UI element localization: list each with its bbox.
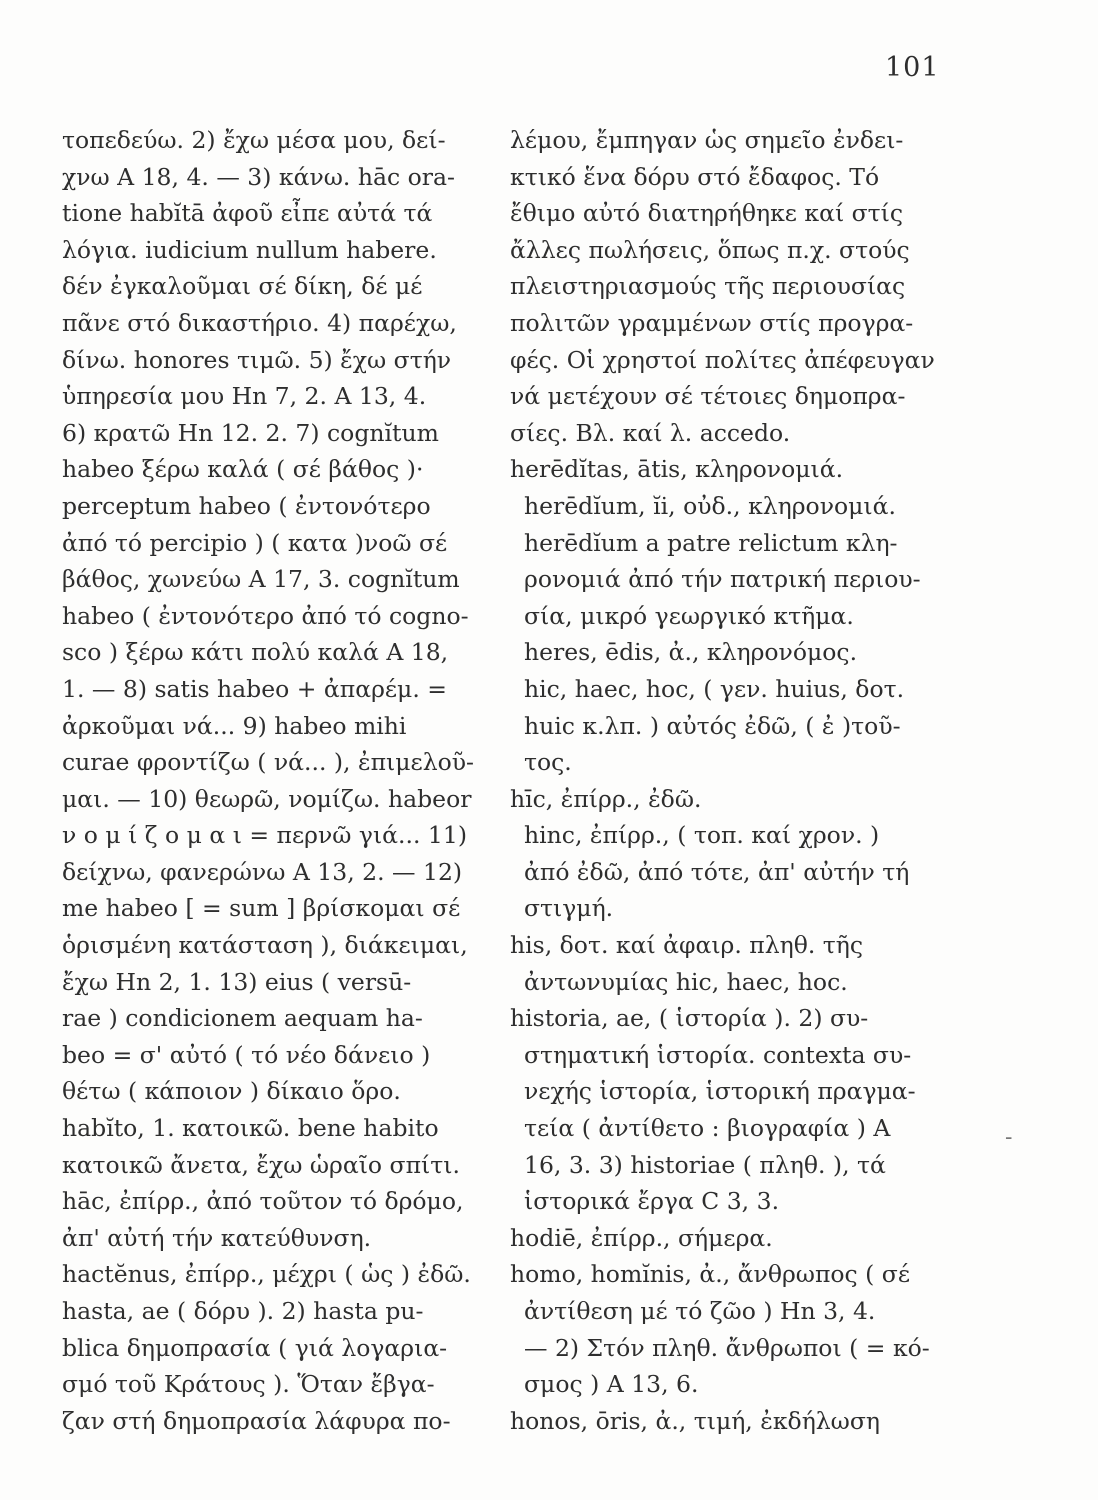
text-line: δέν ἐγκαλοῦμαι σέ δίκη, δέ μέ <box>62 272 423 301</box>
text-line: νεχής ἱστορία, ἱστορική πραγμα- <box>524 1077 916 1106</box>
margin-mark: - <box>1005 1125 1013 1150</box>
text-line: ἔθιμο αὐτό διατηρήθηκε καί στίς <box>510 199 904 228</box>
text-line: herēdĭum, ĭi, οὐδ., κληρονομιά. <box>524 491 896 520</box>
text-line: ὑπηρεσία μου Hn 7, 2. A 13, 4. <box>62 382 427 411</box>
text-line: σμό τοῦ Κράτους ). Ὅταν ἔβγα- <box>62 1370 435 1399</box>
text-line: blica δημοπρασία ( γιά λογαρια- <box>62 1333 448 1362</box>
text-line: κατοικῶ ἄνετα, ἔχω ὡραῖο σπίτι. <box>62 1150 460 1179</box>
text-line: δείχνω, φανερώνω A 13, 2. — 12) <box>62 857 463 886</box>
text-line: hāc, ἐπίρρ., ἀπό τοῦτον τό δρόμο, <box>62 1187 464 1216</box>
text-line: ζαν στή δημοπρασία λάφυρα πο- <box>62 1406 451 1435</box>
text-line: herēdĭum a patre relictum κλη- <box>524 528 898 557</box>
text-line: habeo ( ἐντονότερο ἀπό τό cogno- <box>62 601 469 630</box>
text-line: λόγια. iudicium nullum habere. <box>62 235 437 264</box>
text-line: τοπεδεύω. 2) ἔχω μέσα μου, δεί- <box>62 126 446 154</box>
text-line: sco ) ξέρω κάτι πολύ καλά A 18, <box>62 638 449 667</box>
text-line: heres, ēdis, ἀ., κληρονόμος. <box>524 638 858 667</box>
text-line: me habeo [ = sum ] βρίσκομαι σέ <box>62 894 461 923</box>
text-line: σίες. Βλ. καί λ. accedo. <box>510 418 791 447</box>
text-line: πλειστηριασμούς τῆς περιουσίας <box>510 272 906 301</box>
text-line: ὁρισμένη κατάσταση ), διάκειμαι, <box>62 931 468 960</box>
text-line: μαι. — 10) θεωρῶ, νομίζω. habeor <box>62 784 472 813</box>
text-line: στιγμή. <box>524 894 614 923</box>
text-line: νά μετέχουν σέ τέτοιες δημοπρα- <box>510 382 906 411</box>
text-line: herēdĭtas, ātis, κληρονομιά. <box>510 455 844 484</box>
text-line: 1. — 8) satis habeo + ἀπαρέμ. = <box>62 674 447 703</box>
text-line: honos, ōris, ἀ., τιμή, ἐκδήλωση <box>510 1406 880 1435</box>
text-line: κτικό ἕνα δόρυ στό ἔδαφος. Τό <box>510 162 880 191</box>
text-line: hic, haec, hoc, ( γεν. huius, δοτ. <box>524 674 905 703</box>
text-line: his, δοτ. καί ἀφαιρ. πληθ. τῆς <box>510 931 864 960</box>
text-line: — 2) Στόν πληθ. ἄνθρωποι ( = κό- <box>524 1333 930 1362</box>
text-line: ἀρκοῦμαι νά... 9) habeo mihi <box>62 711 407 740</box>
text-line: χνω A 18, 4. — 3) κάνω. hāc ora- <box>62 162 455 191</box>
text-line: rae ) condicionem aequam ha- <box>62 1004 423 1033</box>
text-line: θέτω ( κάποιον ) δίκαιο ὅρο. <box>62 1077 401 1106</box>
text-line: ἀντωνυμίας hic, haec, hoc. <box>524 967 848 996</box>
text-line: habeo ξέρω καλά ( σέ βάθος )· <box>62 455 424 484</box>
text-line: πᾶνε στό δικαστήριο. 4) παρέχω, <box>62 308 457 337</box>
text-line: beo = σ' αὐτό ( τό νέο δάνειο ) <box>62 1040 431 1069</box>
text-line: hactĕnus, ἐπίρρ., μέχρι ( ὡς ) ἐδῶ. <box>62 1260 471 1289</box>
text-line: homo, homĭnis, ἀ., ἄνθρωπος ( σέ <box>510 1260 911 1289</box>
text-line: ἀντίθεση μέ τό ζῶο ) Hn 3, 4. <box>524 1297 876 1325</box>
text-line: ἀπό τό percipio ) ( κατα )νοῶ σέ <box>62 528 448 557</box>
text-line: τος. <box>524 748 572 777</box>
text-line: σία, μικρό γεωργικό κτῆμα. <box>524 601 854 630</box>
text-line: ἀπό ἐδῶ, ἀπό τότε, ἀπ' αὐτήν τή <box>524 857 910 886</box>
text-line: ἄλλες πωλήσεις, ὅπως π.χ. στούς <box>510 235 910 264</box>
text-line: τεία ( ἀντίθετο : βιογραφία ) A <box>524 1114 891 1143</box>
right-column <box>510 122 960 1439</box>
text-line: δίνω. honores τιμῶ. 5) ἔχω στήν <box>62 345 452 374</box>
text-line: hasta, ae ( δόρυ ). 2) hasta pu- <box>62 1297 424 1325</box>
left-column <box>62 122 492 1439</box>
text-line: ἔχω Hn 2, 1. 13) eius ( versū- <box>62 967 412 996</box>
page-number: 101 <box>885 52 940 83</box>
text-line: ἀπ' αὐτή τήν κατεύθυνση. <box>62 1223 372 1252</box>
text-line: σμος ) A 13, 6. <box>524 1370 699 1399</box>
text-line: habĭto, 1. κατοικῶ. bene habito <box>62 1114 439 1143</box>
text-line: tione habĭtā ἀφοῦ εἶπε αὐτά τά <box>62 199 433 228</box>
text-line: φές. Οἱ χρηστοί πολίτες ἀπέφευγαν <box>510 345 935 374</box>
text-line: curae φροντίζω ( νά... ), ἐπιμελοῦ- <box>62 748 474 777</box>
text-line: πολιτῶν γραμμένων στίς προγρα- <box>510 308 914 337</box>
text-line: perceptum habeo ( ἐντονότερο <box>62 491 431 520</box>
text-line: huic κ.λπ. ) αὐτός ἐδῶ, ( ἐ )τοῦ- <box>524 711 901 740</box>
text-line: ἱστορικά ἔργα C 3, 3. <box>524 1187 780 1216</box>
text-line: στηματική ἱστορία. contexta συ- <box>524 1040 912 1069</box>
text-line: ρονομιά ἀπό τήν πατρική περιου- <box>524 565 921 594</box>
text-line: hīc, ἐπίρρ., ἐδῶ. <box>510 784 702 813</box>
text-line: historia, ae, ( ἱστορία ). 2) συ- <box>510 1004 869 1033</box>
text-line: λέμου, ἔμπηγαν ὡς σημεῖο ἐνδει- <box>510 126 904 154</box>
text-line: hodiē, ἐπίρρ., σήμερα. <box>510 1223 773 1252</box>
text-line: ν ο μ ί ζ ο μ α ι = περνῶ γιά... 11) <box>62 821 467 850</box>
text-line: βάθος, χωνεύω A 17, 3. cognĭtum <box>62 565 460 594</box>
text-line: 16, 3. 3) historiae ( πληθ. ), τά <box>524 1150 886 1179</box>
text-line: hinc, ἐπίρρ., ( τοπ. καί χρον. ) <box>524 821 880 850</box>
text-line: 6) κρατῶ Hn 12. 2. 7) cognĭtum <box>62 418 439 447</box>
